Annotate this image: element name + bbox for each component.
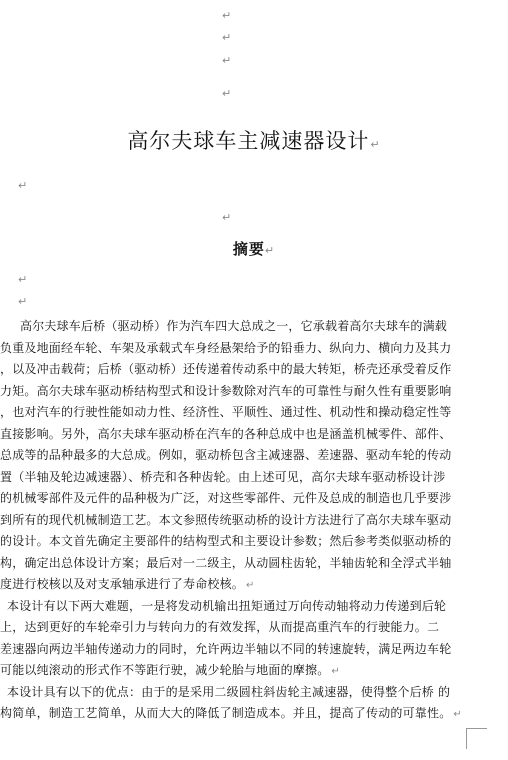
text-line: 总成等的品种最多的大总成。例如，驱动桥包含主减速器、差速器、驱动车轮的传动 — [0, 448, 452, 462]
paragraph-mark: ↵ — [370, 138, 381, 151]
paragraph-mark: ↵ — [222, 31, 232, 44]
paragraph-mark: ↵ — [331, 666, 340, 677]
text-line: ，也对汽车的行驶性能如动力性、经济性、平顺性、通过性、机动性和操动稳定性等 — [0, 405, 452, 419]
text-line: 的设计。本文首先确定主要部件的结构型式和主要设计参数；然后参考类似驱动桥的 — [0, 534, 452, 548]
text-line: 置（半轴及轮边减速器）、桥壳和各种齿轮。由上述可见，高尔夫球车驱动桥设计涉 — [0, 469, 446, 484]
text-line: 到所有的现代机械制造工艺。本文参照传统驱动桥的设计方法进行了高尔夫球车驱动 — [0, 512, 452, 527]
text-line: 构，确定出总体设计方案；最后对一二级主，从动圆柱齿轮，半轴齿轮和全浮式半轴 — [0, 555, 452, 570]
text-line: 差速器向两边半轴传递动力的同时，允许两边半轴以不同的转速旋转，满足两边车轮 — [0, 641, 452, 656]
text-line-last — [0, 660, 508, 682]
text-line: 度进行校核以及对支承轴承进行了寿命校核。 — [0, 577, 245, 591]
paragraph-mark: ↵ — [18, 179, 28, 192]
text-line-last — [0, 703, 508, 725]
text-line: ，以及冲击载荷；后桥（驱动桥）还传递着传动系中的最大转矩，桥壳还承受着反作 — [0, 362, 452, 376]
paragraph-mark: ↵ — [222, 87, 232, 100]
document-title — [0, 126, 508, 160]
abstract-heading-text: 摘要 — [232, 240, 265, 258]
paragraph-mark: ↵ — [264, 244, 276, 257]
paragraph-mark: ↵ — [246, 580, 255, 591]
text-line: 负重及地面经车轮、车架及承载式车身经悬架给予的铅垂力、纵向力、横向力及其力 — [0, 340, 452, 355]
text-line-last — [0, 574, 508, 596]
paragraph-mark: ↵ — [18, 295, 28, 308]
text-line: 上，达到更好的车轮牵引力与转向力的有效发挥，从而提高重汽车的行驶能力。二 — [0, 620, 440, 634]
paragraph-mark: ↵ — [222, 211, 232, 224]
page-corner-marker — [466, 728, 487, 749]
text-line: 可能以纯滚动的形式作不等距行驶，减少轮胎与地面的摩擦。 — [0, 663, 330, 677]
text-line: 直接影响。另外，高尔夫球车驱动桥在汽车的各种总成中也是涵盖机械零件、部件、 — [0, 426, 452, 441]
paragraph-mark: ↵ — [222, 54, 232, 67]
text-line: 本设计具有以下的优点：由于的是采用二级圆柱斜齿轮主减速器，使得整个后桥 的 — [7, 684, 451, 699]
paragraph-mark: ↵ — [222, 9, 232, 22]
text-line: 构简单，制造工艺简单，从而大大的降低了制造成本。并且，提高了传动的可靠性。 — [0, 706, 452, 720]
text-line: 高尔夫球车后桥（驱动桥）作为汽车四大总成之一，它承载着高尔夫球车的满载 — [20, 319, 448, 333]
text-line: 本设计有以下两大难题，一是将发动机输出扭矩通过万向传动轴将动力传递到后轮 — [7, 598, 447, 613]
abstract-body — [0, 316, 508, 725]
text-line: 力矩。高尔夫球车驱动桥结构型式和设计参数除对汽车的可靠性与耐久性有重要影响 — [0, 383, 452, 398]
title-text: 高尔夫球车主减速器设计 — [127, 129, 370, 153]
text-line: 的机械零部件及元件的品种极为广泛，对这些零部件、元件及总成的制造也几乎要涉 — [0, 491, 452, 505]
paragraph-mark: ↵ — [453, 709, 462, 720]
abstract-heading — [0, 238, 508, 262]
paragraph-mark: ↵ — [18, 273, 28, 286]
